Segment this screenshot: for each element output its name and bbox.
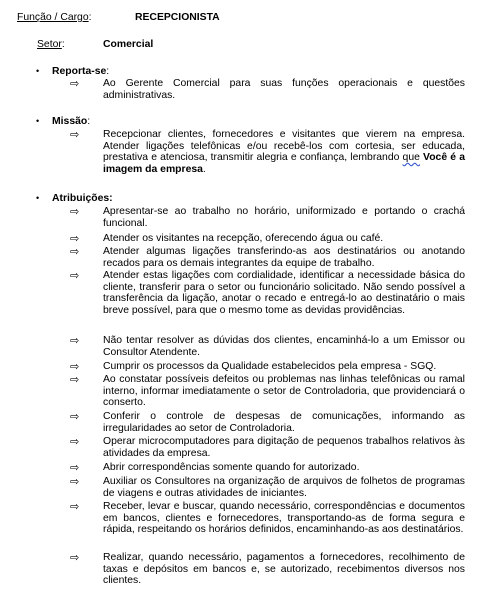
arrow-right-icon: ⇨	[70, 205, 80, 218]
missao-label: Missão	[52, 116, 88, 127]
list-item: Abrir correspondências somente quando for autorizado.	[103, 462, 360, 473]
list-item: Apresentar-se ao trabalho no horário, uniformizado e portando o crachá funcional.	[103, 206, 465, 229]
list-item: Receber, levar e buscar, quando necessário, correspondências e documentos em bancos, clientes e fornecedores, transportando-as de forma segura e rápida, respeitando os horários definidos, encaminhando-as aos destinatários.	[103, 501, 465, 536]
reporta-label: Reporta-se	[52, 66, 107, 77]
funcao-value: RECEPCIONISTA	[135, 12, 220, 23]
arrow-right-icon: ⇨	[70, 500, 80, 513]
list-item: Conferir o controle de despesas de comunicações, informando as irregularidades ao setor de Controladoria.	[103, 411, 465, 434]
missao-heading	[52, 116, 90, 127]
bullet-icon: •	[36, 66, 40, 76]
arrow-right-icon: ⇨	[70, 128, 80, 141]
list-item: Ao constatar possíveis defeitos ou problemas nas linhas telefônicas ou ramal interno, informar imediatamente o setor de Controladoria, que providenciará o conserto.	[103, 374, 465, 409]
funcao-colon: :	[88, 12, 92, 23]
list-item: Auxiliar os Consultores na organização de arquivos de folhetos de programas de viagens e outras atividades de iniciantes.	[103, 476, 465, 499]
arrow-right-icon: ⇨	[70, 373, 80, 386]
arrow-right-icon: ⇨	[70, 232, 80, 245]
arrow-right-icon: ⇨	[70, 435, 80, 448]
reporta-text: Ao Gerente Comercial para suas funções operacionais e questões administrativas.	[103, 78, 465, 101]
list-item: Não tentar resolver as dúvidas dos clientes, encaminhá-lo a um Emissor ou Consultor Atendente.	[103, 335, 465, 358]
missao-bold-1: Você	[423, 152, 448, 164]
funcao-label-line	[17, 12, 92, 23]
reporta-heading	[52, 66, 109, 77]
arrow-right-icon: ⇨	[70, 475, 80, 488]
bullet-icon: •	[36, 116, 40, 126]
funcao-label: Função / Cargo	[17, 12, 89, 23]
setor-label: Setor	[37, 39, 62, 50]
bullet-icon: •	[36, 193, 40, 203]
arrow-right-icon: ⇨	[70, 461, 80, 474]
arrow-right-icon: ⇨	[70, 360, 80, 373]
list-item: Realizar, quando necessário, pagamentos a fornecedores, recolhimento de taxas e depósitos em bancos e, se autorizado, recebimentos diversos nos clientes.	[103, 552, 465, 587]
setor-label-line	[37, 39, 65, 50]
reporta-colon: :	[106, 66, 110, 77]
list-item: Atender algumas ligações transferindo-as aos destinatários ou anotando recados para os demais integrantes da equipe de trabalho.	[103, 246, 465, 269]
arrow-right-icon: ⇨	[70, 410, 80, 423]
arrow-right-icon: ⇨	[70, 551, 80, 564]
setor-value: Comercial	[103, 39, 154, 50]
missao-text-1: Recepcionar clientes, fornecedores e visitantes que vierem na empresa. Atender ligações telefônicas e/ou recebê-los com cortesia, ser educada, prestativa e atenciosa, transmitir alegria e confiança, lembrando	[103, 129, 465, 164]
missao-bold-2: é a imagem da empresa	[103, 152, 465, 175]
list-item: Atender estas ligações com cordialidade, identificar a necessidade básica do cliente, transferir para o setor ou funcionário solicitado. Não sendo possível a transferência da ligação, anotar o recado e entregá-lo ao destinatário o mais breve possível, para que o mesmo tome as devidas providências.	[103, 270, 465, 316]
arrow-right-icon: ⇨	[70, 77, 80, 90]
list-item: Cumprir os processos da Qualidade estabelecidos pela empresa - SGQ.	[103, 361, 437, 372]
list-item: Atender os visitantes na recepção, oferecendo água ou café.	[103, 233, 384, 244]
arrow-right-icon: ⇨	[70, 334, 80, 347]
missao-colon: :	[87, 116, 91, 127]
list-item: Operar microcomputadores para digitação de pequenos trabalhos relativos às atividades da empresa.	[103, 436, 465, 459]
missao-text-2: que	[402, 152, 420, 164]
arrow-right-icon: ⇨	[70, 269, 80, 282]
setor-colon: :	[61, 39, 65, 50]
arrow-right-icon: ⇨	[70, 245, 80, 258]
atribuicoes-label: Atribuições:	[52, 193, 113, 204]
missao-text-end: .	[202, 163, 206, 175]
missao-text	[103, 129, 465, 175]
